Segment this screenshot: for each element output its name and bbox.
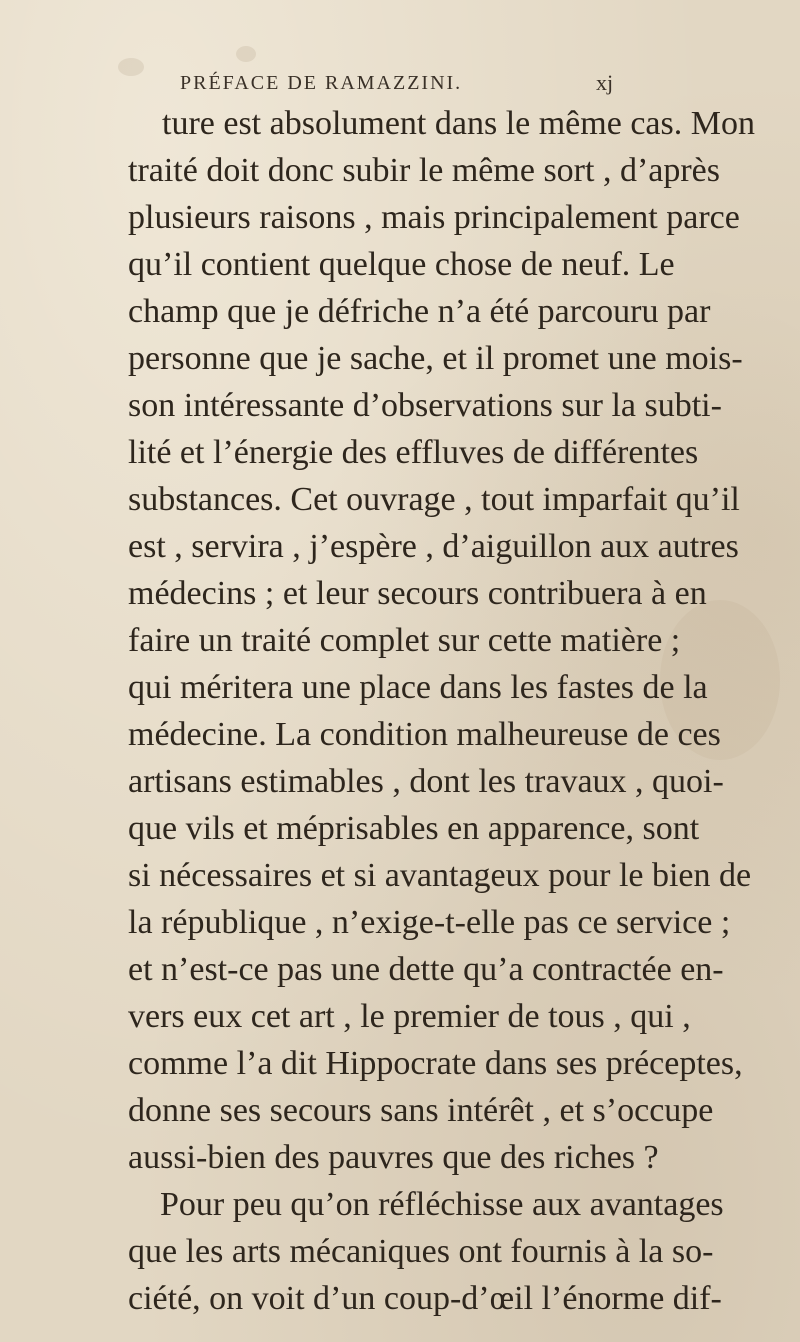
text-line: comme l’a dit Hippocrate dans ses préceptes, — [128, 1045, 743, 1082]
text-line: artisans estimables , dont les travaux , quoi- — [128, 763, 724, 800]
text-line: donne ses secours sans intérêt , et s’occupe — [128, 1092, 714, 1129]
text-line: personne que je sache, et il promet une mois- — [128, 340, 743, 377]
text-line: si nécessaires et si avantageux pour le bien de — [128, 857, 752, 894]
text-line: substances. Cet ouvrage , tout imparfait qu’il — [128, 481, 740, 518]
paper-stain — [118, 58, 144, 76]
text-line: ciété, on voit d’un coup-d’œil l’énorme dif- — [128, 1280, 722, 1317]
text-line: faire un traité complet sur cette matière ; — [128, 622, 681, 659]
text-line: que vils et méprisables en apparence, sont — [128, 810, 700, 847]
text-line: qu’il contient quelque chose de neuf. Le — [128, 246, 675, 283]
page-number: xj — [596, 70, 614, 95]
text-line: champ que je défriche n’a été parcouru par — [128, 293, 711, 330]
running-header: PRÉFACE DE RAMAZZINI. — [180, 72, 463, 94]
paper-stain — [236, 46, 256, 62]
text-line: est , servira , j’espère , d’aiguillon aux autres — [128, 528, 739, 565]
text-line: la république , n’exige-t-elle pas ce service ; — [128, 904, 731, 941]
text-line: médecins ; et leur secours contribuera à en — [128, 575, 707, 612]
text-line: vers eux cet art , le premier de tous , qui , — [128, 998, 691, 1035]
text-line: son intéressante d’observations sur la subti- — [128, 387, 722, 424]
text-line: Pour peu qu’on réfléchisse aux avantages — [160, 1186, 724, 1223]
text-line: et n’est-ce pas une dette qu’a contractée en- — [128, 951, 724, 988]
text-line: que les arts mécaniques ont fournis à la so- — [128, 1233, 714, 1270]
text-line: plusieurs raisons , mais principalement parce — [128, 199, 740, 236]
text-line: lité et l’énergie des effluves de différentes — [128, 434, 699, 471]
text-line: médecine. La condition malheureuse de ces — [128, 716, 721, 753]
text-line: qui méritera une place dans les fastes de la — [128, 669, 708, 706]
text-line: ture est absolument dans le même cas. Mon — [162, 105, 755, 142]
text-line: traité doit donc subir le même sort , d’après — [128, 152, 720, 189]
text-line: aussi-bien des pauvres que des riches ? — [128, 1139, 659, 1176]
